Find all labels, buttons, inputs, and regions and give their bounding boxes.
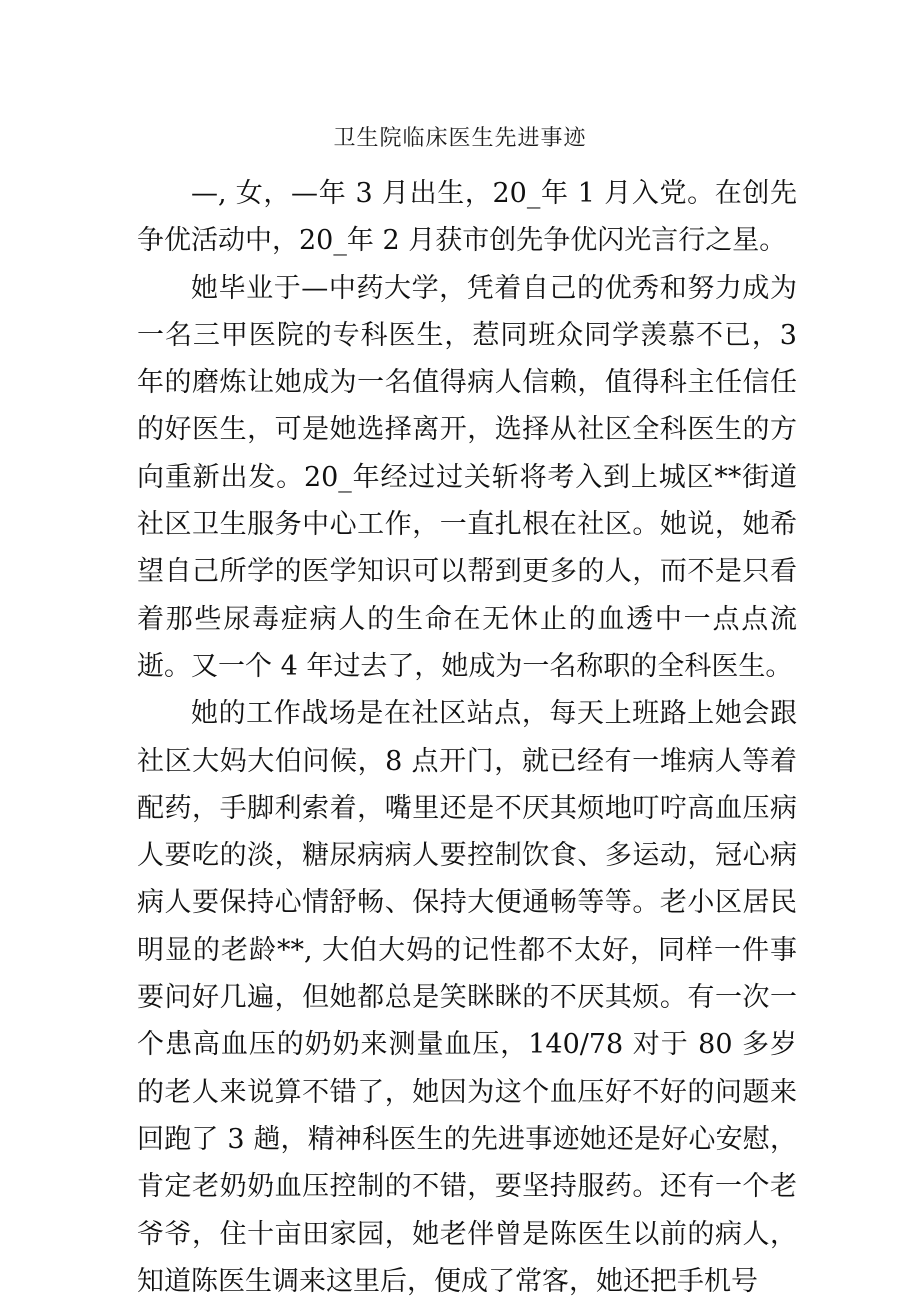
paragraph-2: 她毕业于—中药大学，凭着自己的优秀和努力成为一名三甲医院的专科医生，惹同班众同学羡慕不已，3 年的磨炼让她成为一名值得病人信赖，值得科主任信任的好医生，可是她选择离开，选择从社区全科医生的方向重新出发。20_年经过过关斩将考入到上城区**街道社区卫生服务中心工作，一直扎根在社区。她说，她希望自己所学的医学知识可以帮到更多的人，而不是只看着那些尿毒症病人的生命在无休止的血透中一点点流逝。又一个 4 年过去了，她成为一名称职的全科医生。 bbox=[137, 272, 797, 682]
document-title: 卫生院临床医生先进事迹 bbox=[333, 126, 587, 151]
paragraph-1: —, 女，—年 3 月出生，20_年 1 月入党。在创先争优活动中，20_年 2 月获市创先争优闪光言行之星。 bbox=[137, 178, 797, 257]
document-body bbox=[137, 170, 797, 1305]
paragraph-3: 她的工作战场是在社区站点，每天上班路上她会跟社区大妈大伯问候，8 点开门，就已经有一堆病人等着配药，手脚利索着，嘴里还是不厌其烦地叮咛高血压病人要吃的淡，糖尿病病人要控制饮食、多运动，冠心病病人要保持心情舒畅、保持大便通畅等等。老小区居民明显的老龄**, 大伯大妈的记性都不太好，同样一件事要问好几遍，但她都总是笑眯眯的不厌其烦。有一次一个患高血压的奶奶来测量血压，140/78 对于 80 多岁的老人来说算不错了，她因为这个血压好不好的问题来回跑了 3 趟，精神科医生的先进事迹她还是好心安慰，肯定老奶奶血压控制的不错，要坚持服药。还有一个老爷爷，住十亩田家园，她老伴曾是陈医生以前的病人，知道陈医生调来这里后，便成了常客，她还把手机号 bbox=[137, 698, 797, 1297]
